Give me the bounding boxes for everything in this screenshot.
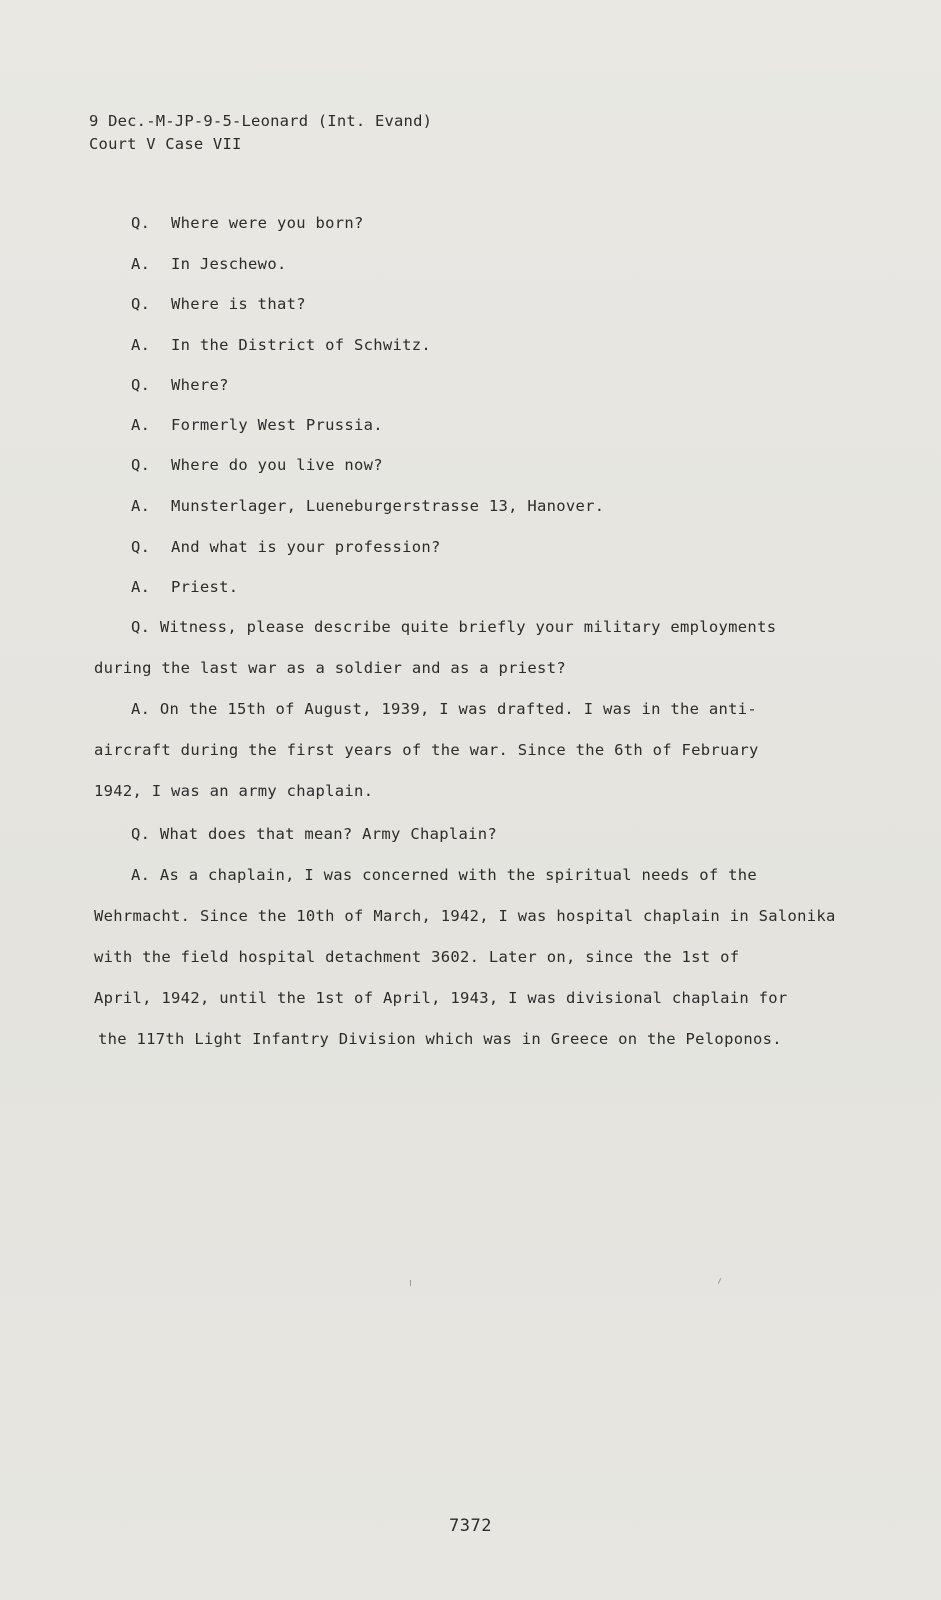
paragraph-line: Wehrmacht. Since the 10th of March, 1942, I was hospital chaplain in Salonika [94,907,836,925]
qa-item [131,497,604,515]
qa-item [131,255,287,273]
qa-mark: Q. [131,376,151,394]
qa-mark: A. [131,578,151,596]
paragraph-line: during the last war as a soldier and as a priest? [94,659,566,677]
header-reference-line: 9 Dec.-M-JP-9-5-Leonard (Int. Evand) [89,112,433,130]
header-court-line: Court V Case VII [89,135,242,153]
qa-item [131,456,383,474]
qa-text: In Jeschewo. [171,255,287,273]
paragraph-line: April, 1942, until the 1st of April, 1943, I was divisional chaplain for [94,989,788,1007]
paragraph-line: the 117th Light Infantry Division which was in Greece on the Peloponos. [98,1030,782,1048]
qa-item [131,538,441,556]
qa-mark: Q. [131,214,151,232]
qa-item [131,416,383,434]
qa-text: Where do you live now? [171,456,383,474]
qa-text: Where were you born? [171,214,364,232]
paragraph-line: aircraft during the first years of the war. Since the 6th of February [94,741,759,759]
page-number: 7372 [449,1516,492,1536]
qa-item [131,578,238,596]
qa-text: Munsterlager, Lueneburgerstrasse 13, Hanover. [171,497,605,515]
paragraph-line: with the field hospital detachment 3602. Later on, since the 1st of [94,948,740,966]
qa-text: Where? [171,376,229,394]
qa-item [131,214,364,232]
qa-mark: Q. [131,456,151,474]
paragraph-line: Q. What does that mean? Army Chaplain? [131,825,498,843]
paragraph-line: A. On the 15th of August, 1939, I was drafted. I was in the anti- [131,700,758,718]
paragraph-line: Q. Witness, please describe quite briefly your military employments [131,618,777,636]
qa-text: Priest. [171,578,239,596]
qa-mark: A. [131,416,151,434]
qa-text: Where is that? [171,295,306,313]
paragraph-line: 1942, I was an army chaplain. [94,782,374,800]
qa-mark: A. [131,255,151,273]
qa-text: In the District of Schwitz. [171,336,432,354]
qa-mark: Q. [131,295,151,313]
qa-item [131,336,431,354]
paper-speck [718,1278,721,1284]
paper-speck [410,1280,411,1286]
document-header [89,110,432,156]
qa-item [131,295,306,313]
paragraph-line: A. As a chaplain, I was concerned with the spiritual needs of the [131,866,758,884]
qa-mark: Q. [131,538,151,556]
qa-mark: A. [131,336,151,354]
qa-text: Formerly West Prussia. [171,416,383,434]
qa-text: And what is your profession? [171,538,441,556]
qa-item [131,376,229,394]
qa-mark: A. [131,497,151,515]
